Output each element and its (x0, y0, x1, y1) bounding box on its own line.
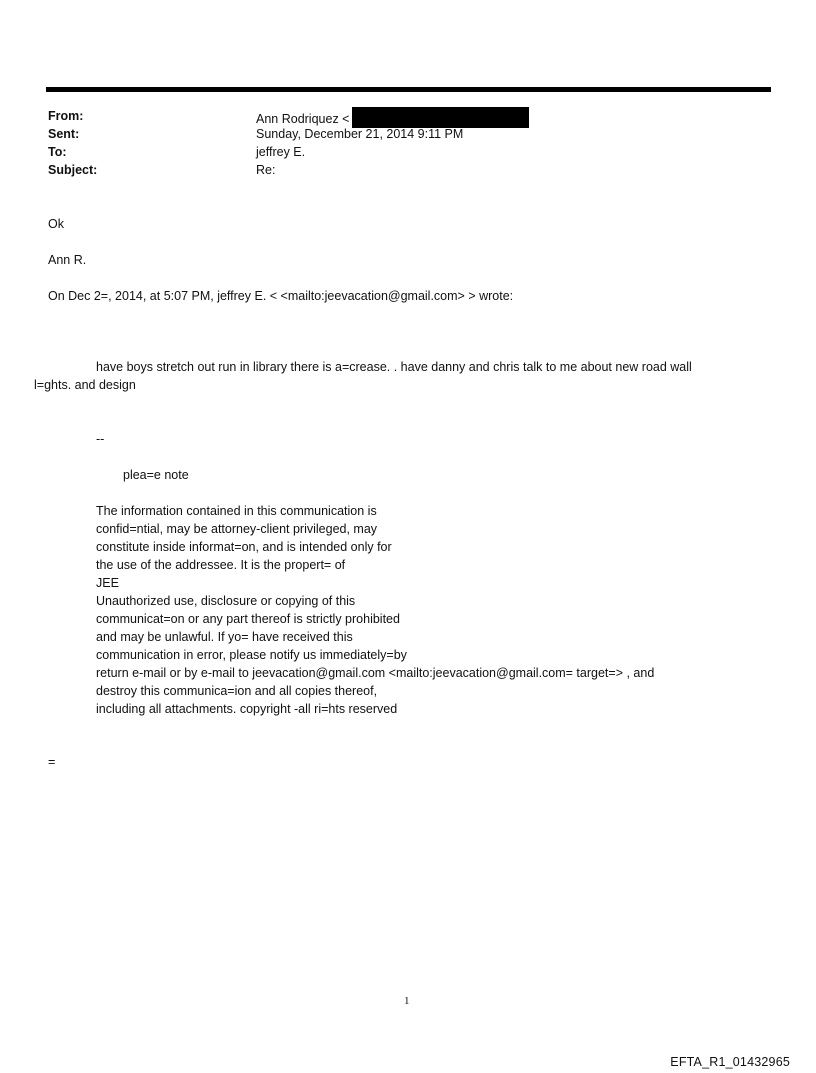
subject-value: Re: (256, 163, 276, 177)
disclaimer-line: JEE (96, 576, 119, 590)
disclaimer-line: The information contained in this communication is (96, 504, 377, 518)
disclaimer-line: communication in error, please notify us immediately=by (96, 648, 407, 662)
disclaimer-line: the use of the addressee. It is the propert= of (96, 558, 346, 572)
signature-dashes: -- (96, 432, 105, 446)
from-label: From: (48, 109, 84, 123)
disclaimer-line: destroy this communica=ion and all copies thereof, (96, 684, 378, 698)
disclaimer-line: including all attachments. copyright -all ri=hts reserved (96, 702, 398, 716)
sent-value: Sunday, December 21, 2014 9:11 PM (256, 127, 464, 141)
trailing-char: = (48, 755, 56, 769)
disclaimer-line: communicat=on or any part thereof is strictly prohibited (96, 612, 400, 626)
to-value: jeffrey E. (256, 145, 306, 159)
disclaimer-line: return e-mail or by e-mail to jeevacation@gmail.com <mailto:jeevacation@gmail.com= target=> , and (96, 666, 655, 680)
message-line: l=ghts. and design (34, 378, 136, 392)
document-id: EFTA_R1_01432965 (670, 1055, 790, 1069)
message-line: have boys stretch out run in library there is a=crease. . have danny and chris talk to me about new road wall (96, 360, 692, 374)
disclaimer-line: constitute inside informat=on, and is intended only for (96, 540, 392, 554)
note-text: plea=e note (123, 468, 189, 482)
to-label: To: (48, 145, 67, 159)
reply-text: Ok (48, 217, 64, 231)
disclaimer-line: Unauthorized use, disclosure or copying of this (96, 594, 356, 608)
signature: Ann R. (48, 253, 87, 267)
quote-header: On Dec 2=, 2014, at 5:07 PM, jeffrey E. < <mailto:jeevacation@gmail.com> > wrote: (48, 289, 514, 303)
subject-label: Subject: (48, 163, 98, 177)
disclaimer-line: confid=ntial, may be attorney-client privileged, may (96, 522, 378, 536)
page-number: 1 (404, 995, 410, 1007)
from-text: Ann Rodriquez < (256, 112, 350, 126)
header-rule (46, 87, 771, 92)
sent-label: Sent: (48, 127, 80, 141)
disclaimer-line: and may be unlawful. If yo= have received this (96, 630, 353, 644)
